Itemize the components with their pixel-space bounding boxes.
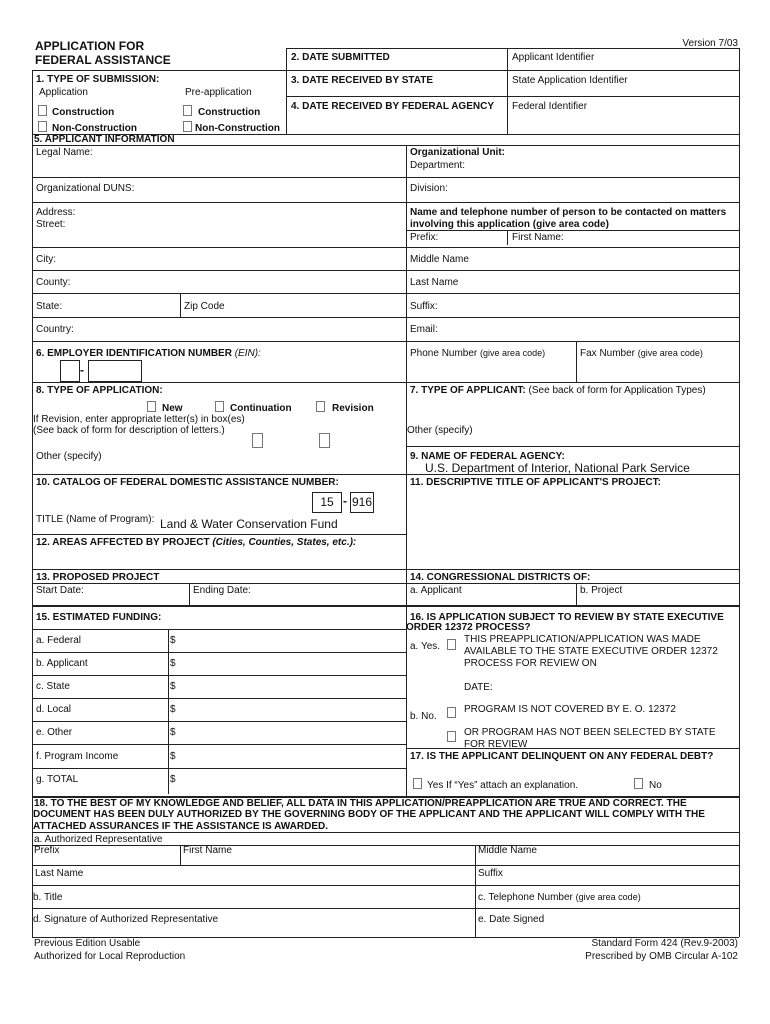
applicant-type-other-field[interactable]: Other (specify) [407, 425, 473, 436]
district-applicant-field[interactable]: a. Applicant [410, 585, 462, 596]
org-duns-field[interactable]: Organizational DUNS: [36, 183, 135, 194]
preapplication-construction-label: Construction [198, 107, 261, 118]
cfda-heading: 10. CATALOG OF FEDERAL DOMESTIC ASSISTANCE NUMBER: [36, 477, 339, 488]
ein-number-input[interactable] [88, 360, 142, 382]
funding-applicant-label: b. Applicant [36, 658, 88, 669]
funding-total-label: g. TOTAL [36, 774, 79, 785]
rep-first-name-field[interactable]: First Name [183, 845, 232, 856]
review-yes-text-line3: PROCESS FOR REVIEW ON [464, 658, 597, 669]
funding-federal-label: a. Federal [36, 635, 82, 646]
footer-previous-edition: Previous Edition Usable [34, 938, 141, 949]
street-field[interactable]: Street: [36, 219, 66, 230]
rep-title-field[interactable]: b. Title [33, 892, 63, 903]
address-label: Address: [36, 207, 76, 218]
rep-date-signed-field[interactable]: e. Date Signed [478, 914, 545, 925]
application-type-other-field[interactable]: Other (specify) [36, 451, 102, 462]
application-construction-checkbox[interactable] [38, 105, 47, 116]
funding-state-label: c. State [36, 681, 70, 692]
funding-federal-amount[interactable]: $ [170, 635, 176, 646]
contact-last-name-field[interactable]: Last Name [410, 277, 459, 288]
project-end-date-field[interactable]: Ending Date: [193, 585, 251, 596]
org-unit-label: Organizational Unit: [410, 147, 505, 158]
contact-middle-name-field[interactable]: Middle Name [410, 254, 469, 265]
revision-letter-box-2[interactable] [319, 433, 330, 448]
funding-local-label: d. Local [36, 704, 72, 715]
rep-signature-field[interactable]: d. Signature of Authorized Representative [33, 914, 219, 925]
application-type-heading: 8. TYPE OF APPLICATION: [36, 385, 163, 396]
preapplication-construction-checkbox[interactable] [183, 105, 192, 116]
zip-code-field[interactable]: Zip Code [184, 301, 225, 312]
ein-dash: - [80, 363, 84, 377]
review-yes-checkbox[interactable] [447, 639, 456, 650]
funding-other-amount[interactable]: $ [170, 727, 176, 738]
form-title-line2: FEDERAL ASSISTANCE [35, 53, 171, 67]
rep-middle-name-field[interactable]: Middle Name [478, 845, 537, 856]
contact-person-heading-line2: involving this application (give area code) [410, 219, 609, 230]
review-not-covered-checkbox[interactable] [447, 707, 456, 718]
project-title-heading: 11. DESCRIPTIVE TITLE OF APPLICANT'S PROJECT: [410, 477, 661, 488]
contact-first-name-field[interactable]: First Name: [512, 232, 564, 243]
delinquent-yes-checkbox[interactable] [413, 778, 422, 789]
federal-identifier-field[interactable]: Federal Identifier [512, 101, 588, 112]
department-field[interactable]: Department: [410, 160, 466, 171]
funding-local-amount[interactable]: $ [170, 704, 176, 715]
rep-last-name-field[interactable]: Last Name [35, 868, 84, 879]
delinquent-no-checkbox[interactable] [634, 778, 643, 789]
review-not-selected-line2: FOR REVIEW [464, 739, 528, 750]
city-field[interactable]: City: [36, 254, 56, 265]
congressional-districts-heading: 14. CONGRESSIONAL DISTRICTS OF: [410, 572, 591, 583]
submission-application-label: Application [39, 87, 88, 98]
review-yes-text-line1: THIS PREAPPLICATION/APPLICATION WAS MADE [464, 634, 701, 645]
preapplication-nonconstruction-checkbox[interactable] [183, 121, 192, 132]
rep-telephone-field[interactable]: c. Telephone Number (give area code) [478, 892, 641, 903]
legal-name-field[interactable]: Legal Name: [36, 147, 93, 158]
cfda-suffix-input[interactable]: 916 [350, 492, 374, 513]
revision-note-line1: If Revision, enter appropriate letter(s) in box(es) [33, 414, 245, 425]
submission-type-heading: 1. TYPE OF SUBMISSION: [36, 74, 160, 85]
funding-program-income-amount[interactable]: $ [170, 751, 176, 762]
review-yes-label: a. Yes. [410, 641, 441, 652]
delinquent-yes-label: Yes If “Yes” attach an explanation. [427, 780, 579, 791]
funding-program-income-label: f. Program Income [36, 751, 119, 762]
continuation-checkbox[interactable] [215, 401, 224, 412]
program-title-label: TITLE (Name of Program): [36, 514, 155, 525]
review-heading-line2: ORDER 12372 PROCESS? [406, 622, 531, 633]
application-nonconstruction-checkbox[interactable] [38, 121, 47, 132]
certification-line2: DOCUMENT HAS BEEN DULY AUTHORIZED BY THE GOVERNING BODY OF THE APPLICANT AND THE APPLICANT WILL COMPLY WITH THE [33, 809, 705, 820]
cfda-prefix-input[interactable]: 15 [312, 492, 342, 513]
funding-applicant-amount[interactable]: $ [170, 658, 176, 669]
contact-prefix-field[interactable]: Prefix: [410, 232, 439, 243]
date-received-state-label: 3. DATE RECEIVED BY STATE [291, 75, 434, 86]
project-start-date-field[interactable]: Start Date: [36, 585, 84, 596]
review-not-selected-checkbox[interactable] [447, 731, 456, 742]
submission-preapplication-label: Pre-application [185, 87, 252, 98]
review-date-field[interactable]: DATE: [464, 682, 493, 693]
division-field[interactable]: Division: [410, 183, 448, 194]
review-not-selected-line1: OR PROGRAM HAS NOT BEEN SELECTED BY STATE [464, 727, 716, 738]
new-application-label: New [162, 403, 183, 414]
state-field[interactable]: State: [36, 301, 63, 312]
areas-affected-heading: 12. AREAS AFFECTED BY PROJECT (Cities, Counties, States, etc.): [36, 537, 357, 548]
rep-suffix-field[interactable]: Suffix [478, 868, 503, 879]
footer-form-number: Standard Form 424 (Rev.9-2003) [591, 938, 738, 949]
estimated-funding-heading: 15. ESTIMATED FUNDING: [36, 612, 162, 623]
applicant-type-heading: 7. TYPE OF APPLICANT: (See back of form for Application Types) [410, 385, 706, 396]
continuation-label: Continuation [230, 403, 292, 414]
ein-prefix-input[interactable] [60, 360, 80, 382]
applicant-info-heading: 5. APPLICANT INFORMATION [34, 134, 175, 145]
delinquent-heading: 17. IS THE APPLICANT DELINQUENT ON ANY FEDERAL DEBT? [410, 751, 714, 762]
version-label: Version 7/03 [682, 38, 738, 49]
fax-number-field[interactable]: Fax Number (give area code) [580, 348, 703, 359]
date-submitted-label: 2. DATE SUBMITTED [291, 52, 390, 63]
revision-label: Revision [332, 403, 374, 414]
phone-number-field[interactable]: Phone Number (give area code) [410, 348, 546, 359]
funding-state-amount[interactable]: $ [170, 681, 176, 692]
revision-letter-box-1[interactable] [252, 433, 263, 448]
ein-label: 6. EMPLOYER IDENTIFICATION NUMBER (EIN): [36, 348, 261, 359]
proposed-project-heading: 13. PROPOSED PROJECT [36, 572, 160, 583]
country-field[interactable]: Country: [36, 324, 74, 335]
revision-checkbox[interactable] [316, 401, 325, 412]
date-received-federal-label: 4. DATE RECEIVED BY FEDERAL AGENCY [291, 101, 494, 112]
certification-line3: ATTACHED ASSURANCES IF THE ASSISTANCE IS AWARDED. [33, 821, 329, 832]
form-title-line1: APPLICATION FOR [35, 39, 145, 53]
footer-omb-circular: Prescribed by OMB Circular A-102 [585, 951, 738, 962]
review-not-covered-text: PROGRAM IS NOT COVERED BY E. O. 12372 [464, 704, 676, 715]
rep-prefix-field[interactable]: Prefix [34, 845, 60, 856]
contact-email-field[interactable]: Email: [410, 324, 438, 335]
certification-line1: 18. TO THE BEST OF MY KNOWLEDGE AND BELIEF, ALL DATA IN THIS APPLICATION/PREAPPLICATION ARE TRUE AND CORRECT. THE [34, 798, 687, 809]
contact-person-heading-line1: Name and telephone number of person to be contacted on matters [410, 207, 727, 218]
review-yes-text-line2: AVAILABLE TO THE STATE EXECUTIVE ORDER 12372 [464, 646, 718, 657]
county-field[interactable]: County: [36, 277, 71, 288]
federal-agency-value[interactable]: U.S. Department of Interior, National Park Service [425, 461, 690, 475]
state-application-identifier-field[interactable]: State Application Identifier [512, 75, 628, 86]
application-construction-label: Construction [52, 107, 115, 118]
delinquent-no-label: No [649, 780, 662, 791]
program-title-value[interactable]: Land & Water Conservation Fund [160, 517, 338, 531]
applicant-identifier-field[interactable]: Applicant Identifier [512, 52, 595, 63]
contact-suffix-field[interactable]: Suffix: [410, 301, 438, 312]
review-no-label: b. No. [410, 711, 437, 722]
revision-note-line2: (See back of form for description of letters.) [33, 425, 225, 436]
federal-agency-heading: 9. NAME OF FEDERAL AGENCY: [410, 451, 565, 462]
cfda-dash: - [343, 494, 347, 508]
funding-total-amount[interactable]: $ [170, 774, 176, 785]
funding-other-label: e. Other [36, 727, 73, 738]
district-project-field[interactable]: b. Project [580, 585, 623, 596]
footer-local-reproduction: Authorized for Local Reproduction [34, 951, 186, 962]
review-heading-line1: 16. IS APPLICATION SUBJECT TO REVIEW BY STATE EXECUTIVE [410, 612, 724, 623]
application-nonconstruction-label: Non-Construction [52, 123, 137, 134]
new-application-checkbox[interactable] [147, 401, 156, 412]
preapplication-nonconstruction-label: Non-Construction [195, 123, 280, 134]
authorized-rep-label: a. Authorized Representative [34, 834, 163, 845]
